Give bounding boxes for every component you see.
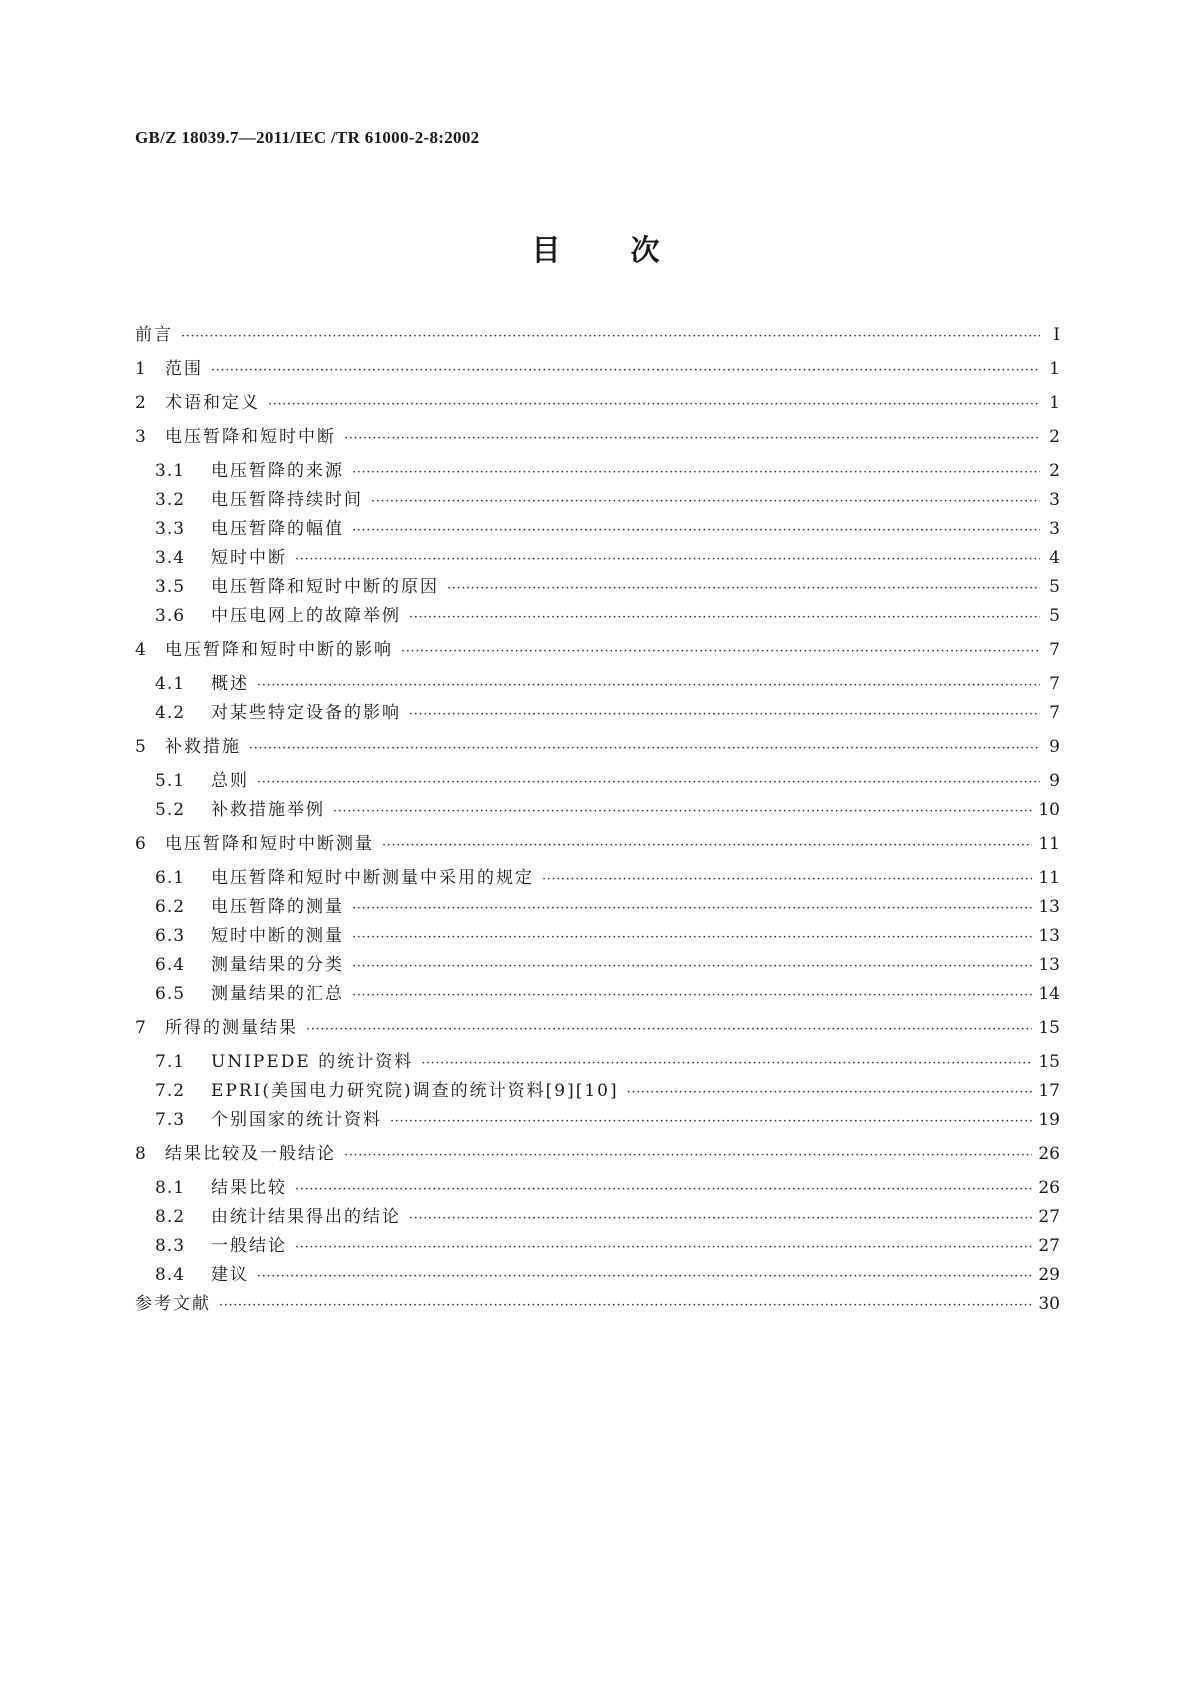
toc-entry-page-number: 7 <box>1049 674 1060 694</box>
toc-entry-label: 概述 <box>211 674 249 694</box>
toc-entry-number: 3.1 <box>155 461 186 481</box>
toc-entry[interactable] <box>135 1294 1060 1316</box>
toc-entry-number: 6.5 <box>155 984 186 1004</box>
toc-entry-page-number: 5 <box>1049 606 1060 626</box>
toc-entry-number: 7.1 <box>155 1052 186 1072</box>
toc-entry[interactable] <box>135 1144 1060 1166</box>
toc-entry-number: 1 <box>135 359 147 379</box>
dot-leader <box>333 802 1032 822</box>
dot-leader <box>447 579 1040 599</box>
toc-entry-page-number: 2 <box>1049 427 1060 447</box>
dot-leader <box>306 1020 1032 1040</box>
toc-entry-number: 6 <box>135 834 147 854</box>
dot-leader <box>344 1146 1032 1166</box>
dot-leader <box>257 676 1040 696</box>
toc-entry-page-number: 9 <box>1049 771 1060 791</box>
toc-entry[interactable] <box>135 737 1060 759</box>
toc-entry-page-number: 9 <box>1049 737 1060 757</box>
dot-leader <box>352 957 1032 977</box>
toc-entry-number: 6.1 <box>155 868 186 888</box>
toc-entry-number: 4.1 <box>155 674 186 694</box>
toc-entry-label: 一般结论 <box>211 1236 287 1256</box>
dot-leader <box>257 773 1040 793</box>
toc-entry-number: 8.3 <box>155 1236 186 1256</box>
toc-entry-page-number: 13 <box>1038 955 1060 975</box>
toc-entry-page-number: 30 <box>1038 1294 1060 1314</box>
toc-entry-number: 3.2 <box>155 490 186 510</box>
toc-entry-page-number: 26 <box>1038 1178 1060 1198</box>
toc-entry-page-number: 14 <box>1038 984 1060 1004</box>
toc-entry-label: 电压暂降的测量 <box>211 897 344 917</box>
toc-entry-label: 由统计结果得出的结论 <box>211 1207 401 1227</box>
toc-entry-label: 个别国家的统计资料 <box>211 1110 382 1130</box>
toc-entry-page-number: 13 <box>1038 897 1060 917</box>
toc-entry-label: 电压暂降和短时中断 <box>165 427 336 447</box>
toc-entry-label: 测量结果的分类 <box>211 955 344 975</box>
toc-entry-number: 3.3 <box>155 519 186 539</box>
toc-entry[interactable] <box>135 393 1060 415</box>
toc-entry-label: 术语和定义 <box>165 393 260 413</box>
toc-entry[interactable] <box>135 834 1060 856</box>
toc-entry-label: 短时中断的测量 <box>211 926 344 946</box>
toc-entry-number: 3.6 <box>155 606 186 626</box>
toc-entry-number: 3.4 <box>155 548 186 568</box>
toc-entry-page-number: 29 <box>1038 1265 1060 1285</box>
dot-leader <box>390 1112 1032 1132</box>
toc-entry[interactable] <box>135 1018 1060 1040</box>
toc-entry-label: 参考文献 <box>135 1294 211 1314</box>
toc-entry-label: 补救措施举例 <box>211 800 325 820</box>
toc-entry[interactable] <box>135 800 1060 822</box>
toc-entry[interactable] <box>135 1265 1060 1287</box>
standard-number-header: GB/Z 18039.7—2011/IEC /TR 61000-2-8:2002 <box>135 128 480 147</box>
toc-entry[interactable] <box>135 548 1060 570</box>
toc-entry[interactable] <box>135 897 1060 919</box>
dot-leader <box>352 986 1032 1006</box>
toc-entry-page-number: 3 <box>1049 519 1060 539</box>
toc-entry-label: 前言 <box>135 325 173 345</box>
toc-entry-page-number: 27 <box>1038 1207 1060 1227</box>
dot-leader <box>249 739 1040 759</box>
dot-leader <box>352 521 1040 541</box>
toc-entry[interactable] <box>135 984 1060 1006</box>
toc-entry-label: 短时中断 <box>211 548 287 568</box>
toc-entry-label: UNIPEDE 的统计资料 <box>211 1052 414 1072</box>
toc-entry-label: 所得的测量结果 <box>165 1018 298 1038</box>
toc-entry-page-number: 2 <box>1049 461 1060 481</box>
toc-entry[interactable] <box>135 490 1060 512</box>
dot-leader <box>344 429 1040 449</box>
toc-entry-label: 结果比较 <box>211 1178 287 1198</box>
toc-entry-page-number: Ⅰ <box>1053 325 1060 345</box>
toc-entry[interactable] <box>135 771 1060 793</box>
toc-entry-label: 电压暂降持续时间 <box>211 490 363 510</box>
toc-entry-label: 中压电网上的故障举例 <box>211 606 401 626</box>
toc-entry-number: 8 <box>135 1144 147 1164</box>
toc-entry-number: 6.4 <box>155 955 186 975</box>
toc-entry-number: 4.2 <box>155 703 186 723</box>
toc-entry-page-number: 27 <box>1038 1236 1060 1256</box>
toc-entry-label: 结果比较及一般结论 <box>165 1144 336 1164</box>
toc-entry-page-number: 15 <box>1038 1052 1060 1072</box>
toc-entry-number: 7.2 <box>155 1081 186 1101</box>
toc-entry-page-number: 1 <box>1049 359 1060 379</box>
toc-entry[interactable] <box>135 427 1060 449</box>
dot-leader <box>409 705 1040 725</box>
toc-entry-number: 2 <box>135 393 147 413</box>
toc-entry[interactable] <box>135 926 1060 948</box>
toc-entry[interactable] <box>135 1081 1060 1103</box>
dot-leader <box>295 550 1040 570</box>
toc-entry-number: 4 <box>135 640 147 660</box>
toc-entry[interactable] <box>135 519 1060 541</box>
toc-entry[interactable] <box>135 1052 1060 1074</box>
toc-entry[interactable] <box>135 325 1060 347</box>
dot-leader <box>352 899 1032 919</box>
toc-entry-page-number: 10 <box>1038 800 1060 820</box>
toc-entry-page-number: 17 <box>1038 1081 1060 1101</box>
toc-entry-label: 对某些特定设备的影响 <box>211 703 401 723</box>
dot-leader <box>542 870 1032 890</box>
toc-entry-number: 8.2 <box>155 1207 186 1227</box>
dot-leader <box>211 361 1040 381</box>
toc-entry-page-number: 19 <box>1038 1110 1060 1130</box>
toc-entry-label: 建议 <box>211 1265 249 1285</box>
toc-entry-label: 电压暂降和短时中断的原因 <box>211 577 439 597</box>
toc-entry[interactable] <box>135 1110 1060 1132</box>
toc-entry-page-number: 11 <box>1038 834 1060 854</box>
dot-leader <box>421 1054 1032 1074</box>
toc-entry-number: 5.2 <box>155 800 186 820</box>
toc-entry-number: 6.2 <box>155 897 186 917</box>
toc-entry-number: 5.1 <box>155 771 186 791</box>
toc-entry[interactable] <box>135 674 1060 696</box>
toc-entry-page-number: 7 <box>1049 703 1060 723</box>
dot-leader <box>409 608 1040 628</box>
toc-entry[interactable] <box>135 1207 1060 1229</box>
toc-entry-label: 范围 <box>165 359 203 379</box>
dot-leader <box>352 463 1040 483</box>
dot-leader <box>219 1296 1032 1316</box>
toc-entry-page-number: 7 <box>1049 640 1060 660</box>
toc-entry-label: 电压暂降的幅值 <box>211 519 344 539</box>
toc-entry-label: 测量结果的汇总 <box>211 984 344 1004</box>
toc-entry[interactable] <box>135 955 1060 977</box>
toc-entry[interactable] <box>135 606 1060 628</box>
dot-leader <box>352 928 1032 948</box>
dot-leader <box>268 395 1040 415</box>
toc-entry[interactable] <box>135 703 1060 725</box>
dot-leader <box>401 642 1040 662</box>
dot-leader <box>295 1180 1032 1200</box>
toc-entry-page-number: 15 <box>1038 1018 1060 1038</box>
toc-entry[interactable] <box>135 359 1060 381</box>
toc-entry[interactable] <box>135 577 1060 599</box>
toc-entry[interactable] <box>135 1236 1060 1258</box>
toc-entry-page-number: 11 <box>1038 868 1060 888</box>
toc-entry[interactable] <box>135 868 1060 890</box>
toc-entry-number: 3.5 <box>155 577 186 597</box>
toc-entry-label: 总则 <box>211 771 249 791</box>
toc-entry-page-number: 3 <box>1049 490 1060 510</box>
toc-entry-number: 3 <box>135 427 147 447</box>
toc-entry-number: 8.1 <box>155 1178 186 1198</box>
toc-entry-page-number: 4 <box>1049 548 1060 568</box>
toc-entry-number: 7.3 <box>155 1110 186 1130</box>
toc-entry-label: 补救措施 <box>165 737 241 757</box>
page-title: 目次 <box>531 233 730 267</box>
toc-entry-label: 电压暂降和短时中断测量中采用的规定 <box>211 868 534 888</box>
dot-leader <box>627 1083 1033 1103</box>
toc-entry-page-number: 26 <box>1038 1144 1060 1164</box>
toc-entry[interactable] <box>135 461 1060 483</box>
dot-leader <box>409 1209 1032 1229</box>
toc-entry[interactable] <box>135 640 1060 662</box>
toc-entry-label: 电压暂降和短时中断测量 <box>165 834 374 854</box>
toc-entry-label: 电压暂降的来源 <box>211 461 344 481</box>
toc-entry-number: 6.3 <box>155 926 186 946</box>
toc-entry-page-number: 1 <box>1049 393 1060 413</box>
toc-entry-label: EPRI(美国电力研究院)调查的统计资料[9][10] <box>211 1081 619 1101</box>
toc-entry-page-number: 5 <box>1049 577 1060 597</box>
dot-leader <box>295 1238 1032 1258</box>
dot-leader <box>371 492 1040 512</box>
dot-leader <box>181 327 1040 347</box>
toc-entry[interactable] <box>135 1178 1060 1200</box>
toc-entry-page-number: 13 <box>1038 926 1060 946</box>
dot-leader <box>382 836 1032 856</box>
toc-entry-number: 8.4 <box>155 1265 186 1285</box>
toc-entry-number: 5 <box>135 737 147 757</box>
toc-entry-number: 7 <box>135 1018 147 1038</box>
toc-entry-label: 电压暂降和短时中断的影响 <box>165 640 393 660</box>
dot-leader <box>257 1267 1032 1287</box>
